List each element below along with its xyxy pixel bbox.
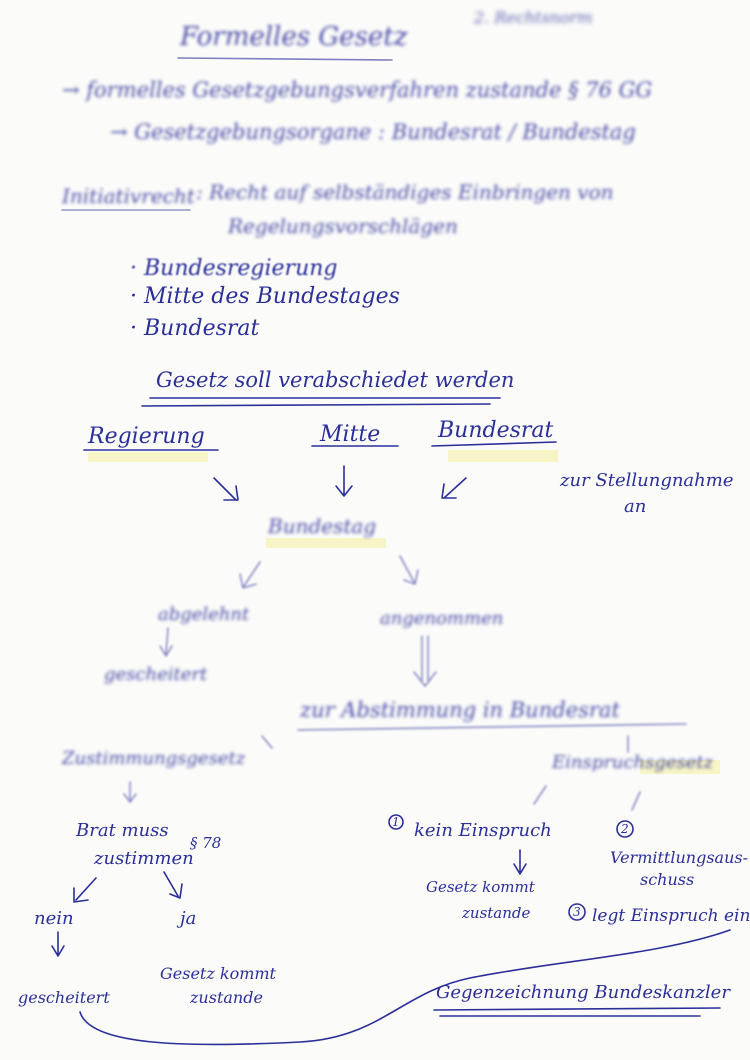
abstimmung-underline [298,724,686,730]
option-2-number: 2 [621,822,629,836]
paragraph-78: § 78 [190,834,222,852]
note-an: an [624,496,647,517]
option-1-result-1: Gesetz kommt [426,878,535,896]
option-2-line-1: Vermittlungsaus- [610,848,748,867]
node-bundestag: Bundestag [268,514,377,538]
intro-line-2: → Gesetzgebungsorgane : Bundesrat / Bundestag [110,120,636,144]
option-2-circle [617,821,633,837]
heading-underline-2 [142,404,490,406]
arrow-nein-result [52,932,64,956]
title-underline [178,58,392,60]
node-einspruchsgesetz: Einspruchsgesetz [552,752,714,773]
bottom-curve [80,930,730,1044]
arrow-opt1 [534,786,546,804]
double-arrow-abstimmung [414,636,436,686]
arrow-brat [124,782,136,802]
arrow-opt1-result [514,850,526,874]
arrow-nein [74,878,96,902]
final-step: Gegenzeichnung Bundeskanzler [436,982,730,1003]
node-nein: nein [34,908,74,929]
arrow-ja [164,872,182,898]
source-mitte: Mitte [320,422,381,447]
arrow-mitte [336,466,352,496]
page-title: Formelles Gesetz [180,22,408,52]
node-gescheitert-top: gescheitert [104,664,208,685]
initiative-item-3: · Bundesrat [130,316,260,341]
option-3-circle [569,904,585,920]
option-1: kein Einspruch [414,820,552,841]
option-1-result-2: zustande [462,904,531,922]
arrow-zustimmung [262,736,272,748]
option-2-line-2: schuss [640,870,695,889]
node-ja-result-2: zustande [190,988,263,1007]
node-zustimmen: zustimmen [94,848,194,869]
option-1-circle [389,815,403,829]
initiative-definition-1: : Recht auf selbständiges Einbringen von [196,180,614,204]
arrow-gescheitert [160,628,172,656]
arrow-angenommen [400,556,418,584]
initiative-item-2: · Mitte des Bundestages [130,284,400,309]
arrow-opt2 [632,792,640,810]
node-nein-result: gescheitert [18,988,110,1007]
node-abgelehnt: abgelehnt [158,604,250,625]
arrow-regierung [214,478,238,500]
initiative-item-1: · Bundesregierung [130,256,338,281]
intro-line-1: → formelles Gesetzgebungsverfahren zustande § 76 GG [62,78,653,102]
note-stellungnahme: zur Stellungnahme [560,470,734,491]
node-ja-result-1: Gesetz kommt [160,964,276,983]
page-number: 2. Rechtsnorm [474,8,593,27]
arrow-abgelehnt [240,562,260,588]
initiative-definition-2: Regelungsvorschlägen [228,214,458,238]
node-ja: ja [180,908,197,929]
node-abstimmung: zur Abstimmung in Bundesrat [300,698,620,722]
final-underline-1 [434,1008,720,1010]
node-angenommen: angenommen [380,608,504,629]
initiative-term: Initiativrecht [62,184,195,208]
node-brat-muss: Brat muss [76,820,169,841]
bundesrat-underline [432,442,556,446]
option-3-number: 3 [573,905,581,919]
source-regierung: Regierung [88,424,205,449]
arrow-bundesrat [442,478,466,498]
source-bundesrat: Bundesrat [438,418,554,443]
flow-heading: Gesetz soll verabschiedet werden [156,368,515,392]
node-zustimmungsgesetz: Zustimmungsgesetz [62,748,246,769]
option-1-number: 1 [392,815,400,829]
option-3: legt Einspruch ein [592,906,750,926]
